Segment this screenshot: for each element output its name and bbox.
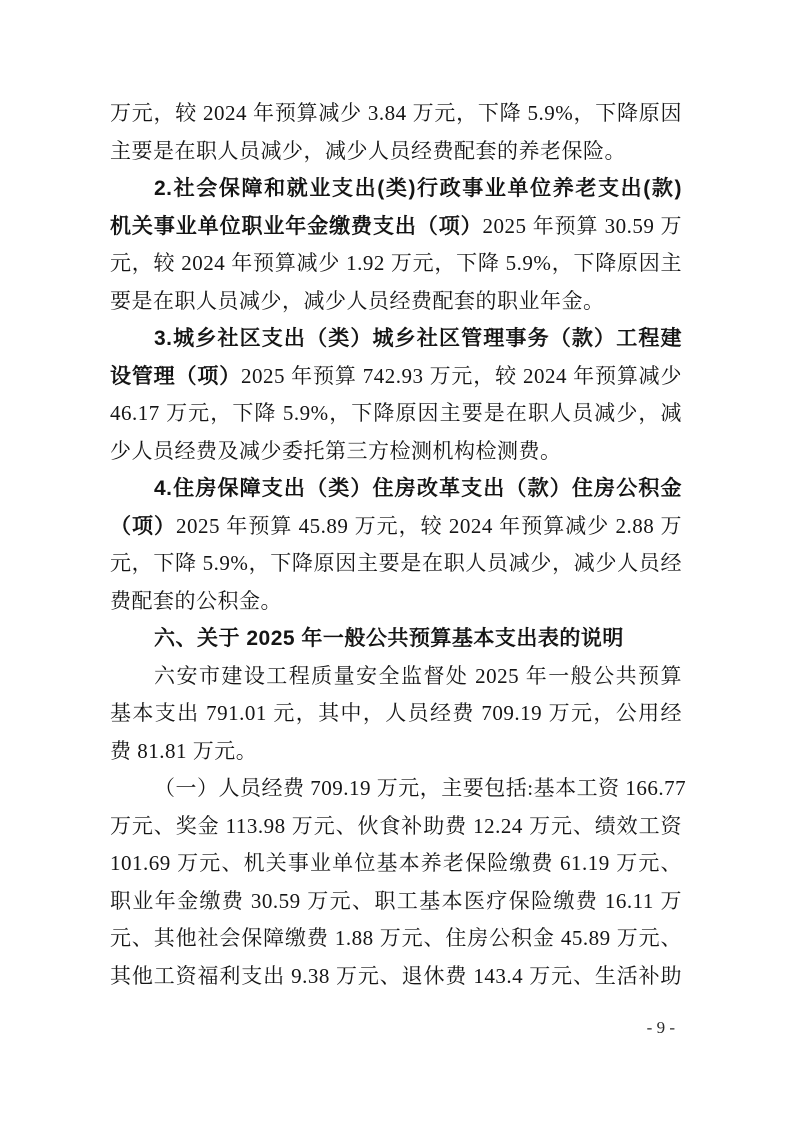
text-segment: 少人员经费及减少委托第三方检测机构检测费。 [110, 438, 562, 463]
bold-text-segment: （项） [110, 514, 177, 538]
text-line [110, 358, 682, 396]
text-line [110, 808, 682, 846]
text-segment: 六安市建设工程质量安全监督处 2025 年一般公共预算 [154, 663, 682, 688]
text-segment: 2025 年预算 742.93 万元，较 2024 年预算减少 [241, 363, 683, 388]
text-line [110, 133, 682, 171]
text-line [110, 320, 682, 358]
text-line [110, 920, 682, 958]
page-number: - 9 - [646, 1018, 675, 1037]
text-line [110, 583, 682, 621]
text-line [110, 283, 682, 321]
text-line [110, 958, 682, 996]
text-line [110, 433, 682, 471]
text-line [110, 470, 682, 508]
text-segment: 职业年金缴费 30.59 万元、职工基本医疗保险缴费 16.11 万 [110, 888, 682, 913]
text-segment: （一）人员经费 709.19 万元，主要包括:基本工资 166.77 [154, 776, 687, 800]
document-body [110, 95, 687, 995]
text-line [110, 170, 682, 208]
text-line [110, 245, 682, 283]
bold-text-segment: 2.社会保障和就业支出(类)行政事业单位养老支出(款) [154, 177, 682, 200]
bold-text-segment: 机关事业单位职业年金缴费支出（项） [110, 214, 483, 238]
text-line [110, 208, 682, 246]
text-segment: 其他工资福利支出 9.38 万元、退休费 143.4 万元、生活补助 [110, 963, 682, 988]
text-segment: 2025 年预算 45.89 万元，较 2024 年预算减少 2.88 万 [176, 513, 683, 538]
bold-text-segment: 3.城乡社区支出（类）城乡社区管理事务（款）工程建 [154, 327, 682, 350]
bold-text-segment: 4.住房保障支出（类）住房改革支出（款）住房公积金 [154, 477, 682, 500]
text-segment: 46.17 万元，下降 5.9%，下降原因主要是在职人员减少，减 [110, 401, 682, 425]
section-heading [110, 620, 682, 658]
text-segment: 万元、奖金 113.98 万元、伙食补助费 12.24 万元、绩效工资 [110, 813, 682, 838]
text-segment: 要是在职人员减少，减少人员经费配套的职业年金。 [110, 288, 605, 313]
text-line [110, 508, 682, 546]
bold-text-segment: 设管理（项） [110, 364, 242, 388]
text-line [110, 845, 682, 883]
text-segment: 2025 年预算 30.59 万 [482, 213, 683, 238]
text-segment: 费配套的公积金。 [110, 588, 282, 613]
text-line [110, 733, 682, 771]
text-line [110, 395, 682, 433]
bold-text-segment: 六、关于 2025 年一般公共预算基本支出表的说明 [154, 627, 624, 650]
text-segment: 费 81.81 万元。 [110, 738, 258, 763]
text-segment: 万元，较 2024 年预算减少 3.84 万元，下降 5.9%，下降原因 [110, 101, 682, 125]
text-line [110, 658, 682, 696]
text-line [110, 770, 687, 808]
text-line [110, 883, 682, 921]
text-segment: 元，较 2024 年预算减少 1.92 万元，下降 5.9%，下降原因主 [110, 251, 682, 275]
text-segment: 主要是在职人员减少，减少人员经费配套的养老保险。 [110, 138, 626, 163]
text-line [110, 695, 682, 733]
text-segment: 基本支出 791.01 元，其中，人员经费 709.19 万元，公用经 [110, 701, 682, 725]
text-line [110, 545, 682, 583]
text-segment: 元，下降 5.9%，下降原因主要是在职人员减少，减少人员经 [110, 551, 682, 575]
text-line [110, 95, 682, 133]
text-segment: 元、其他社会保障缴费 1.88 万元、住房公积金 45.89 万元、 [110, 926, 682, 950]
text-segment: 101.69 万元、机关事业单位基本养老保险缴费 61.19 万元、 [110, 851, 682, 875]
